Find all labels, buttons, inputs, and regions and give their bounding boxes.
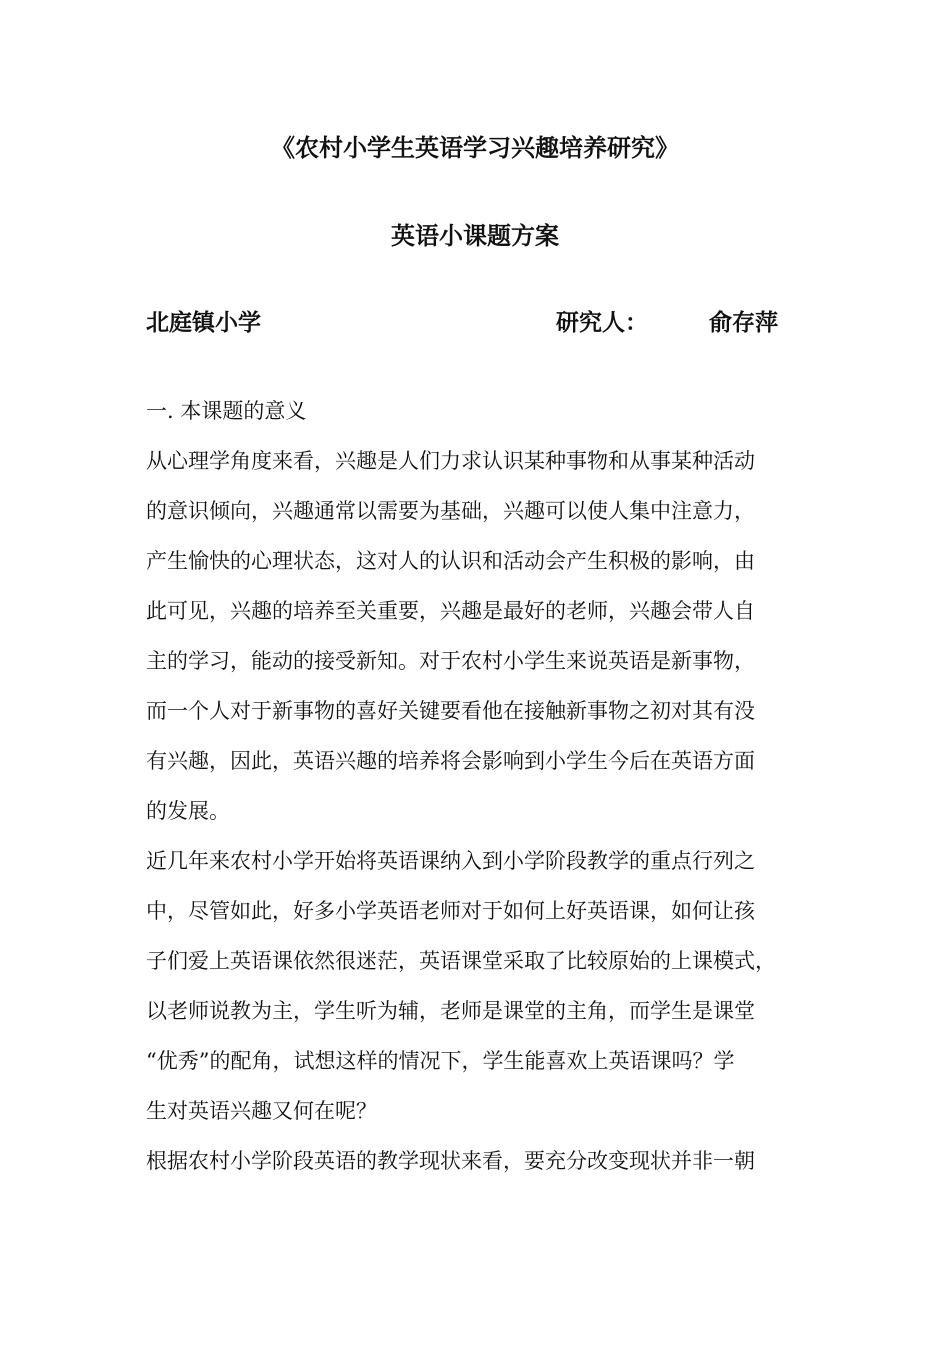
paragraph-line: 此可见，兴趣的培养至关重要，兴趣是最好的老师，兴趣会带人自 — [146, 599, 755, 623]
paragraph-line: 子们爱上英语课依然很迷茫，英语课堂采取了比较原始的上课模式， — [146, 949, 776, 973]
researcher-label: 研究人： — [556, 310, 648, 336]
paragraph-1 — [146, 436, 826, 836]
school-name: 北庭镇小学 — [146, 310, 261, 336]
paragraph-line: 的意识倾向，兴趣通常以需要为基础，兴趣可以使人集中注意力， — [146, 499, 755, 523]
paragraph-line: 产生愉快的心理状态，这对人的认识和活动会产生积极的影响，由 — [146, 549, 755, 573]
document-subtitle: 英语小课题方案 — [391, 222, 559, 250]
document-title: 《农村小学生英语学习兴趣培养研究》 — [271, 134, 679, 162]
paragraph-line: 以老师说教为主，学生听为辅，老师是课堂的主角，而学生是课堂 — [146, 999, 755, 1023]
paragraph-line: “优秀”的配角，试想这样的情况下，学生能喜欢上英语课吗？学 — [146, 1049, 735, 1073]
section-heading: 一. 本课题的意义 — [146, 399, 307, 423]
paragraph-line: 主的学习，能动的接受新知。对于农村小学生来说英语是新事物， — [146, 649, 755, 673]
paragraph-line: 有兴趣，因此，英语兴趣的培养将会影响到小学生今后在英语方面 — [146, 749, 755, 773]
paragraph-line: 的发展。 — [146, 799, 230, 823]
paragraph-line: 近几年来农村小学开始将英语课纳入到小学阶段教学的重点行列之 — [146, 849, 755, 873]
paragraph-line: 而一个人对于新事物的喜好关键要看他在接触新事物之初对其有没 — [146, 699, 755, 723]
paragraph-3 — [146, 1136, 826, 1186]
paragraph-line: 从心理学角度来看，兴趣是人们力求认识某种事物和从事某种活动 — [146, 449, 755, 473]
paragraph-2 — [146, 836, 826, 1136]
paragraph-line: 生对英语兴趣又何在呢？ — [146, 1099, 377, 1123]
researcher-name: 俞存萍 — [709, 310, 778, 336]
paragraph-line: 根据农村小学阶段英语的教学现状来看，要充分改变现状并非一朝 — [146, 1149, 755, 1173]
paragraph-line: 中，尽管如此，好多小学英语老师对于如何上好英语课，如何让孩 — [146, 899, 755, 923]
